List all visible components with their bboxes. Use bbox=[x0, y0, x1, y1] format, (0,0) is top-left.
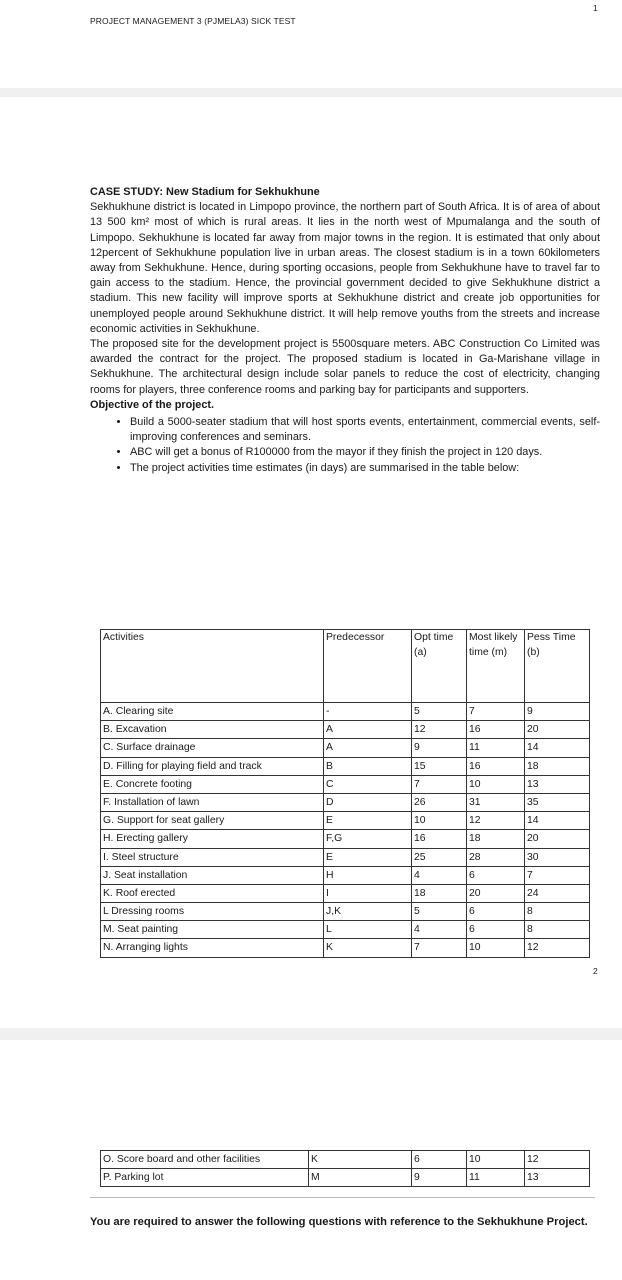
cell-activity: H. Erecting gallery bbox=[101, 830, 324, 848]
table-row bbox=[101, 830, 590, 848]
cell-activity: F. Installation of lawn bbox=[101, 793, 324, 811]
header-pess-time: Pess Time (b) bbox=[525, 630, 590, 703]
cell-predecessor: B bbox=[324, 757, 412, 775]
cell-most: 11 bbox=[467, 1169, 525, 1187]
header-opt-time: Opt time (a) bbox=[412, 630, 467, 703]
cell-most: 10 bbox=[467, 775, 525, 793]
cell-most: 6 bbox=[467, 866, 525, 884]
table-header-row bbox=[101, 630, 590, 703]
cell-opt: 4 bbox=[412, 866, 467, 884]
table-row bbox=[101, 921, 590, 939]
cell-most: 6 bbox=[467, 903, 525, 921]
cell-opt: 10 bbox=[412, 812, 467, 830]
cell-predecessor: C bbox=[324, 775, 412, 793]
cell-activity: P. Parking lot bbox=[101, 1169, 309, 1187]
cell-most: 12 bbox=[467, 812, 525, 830]
cell-opt: 9 bbox=[412, 739, 467, 757]
cell-pess: 8 bbox=[525, 903, 590, 921]
header-activities: Activities bbox=[101, 630, 324, 703]
cell-activity: M. Seat painting bbox=[101, 921, 324, 939]
cell-opt: 7 bbox=[412, 939, 467, 957]
cell-opt: 16 bbox=[412, 830, 467, 848]
cell-opt: 6 bbox=[412, 1151, 467, 1169]
cell-most: 16 bbox=[467, 757, 525, 775]
header-most-likely-time: Most likely time (m) bbox=[467, 630, 525, 703]
divider bbox=[90, 1197, 595, 1198]
cell-most: 28 bbox=[467, 848, 525, 866]
list-item: • ABC will get a bonus of R100000 from the mayor if they finish the project in 120 days. bbox=[130, 445, 600, 460]
table-row bbox=[101, 775, 590, 793]
table-row bbox=[101, 1169, 590, 1187]
table-row bbox=[101, 939, 590, 957]
cell-predecessor: E bbox=[324, 848, 412, 866]
cell-activity: E. Concrete footing bbox=[101, 775, 324, 793]
cell-predecessor: A bbox=[324, 739, 412, 757]
cell-pess: 13 bbox=[525, 1169, 590, 1187]
activity-table-continued bbox=[100, 1150, 590, 1187]
cell-predecessor: L bbox=[324, 921, 412, 939]
cell-predecessor: - bbox=[324, 703, 412, 721]
cell-opt: 15 bbox=[412, 757, 467, 775]
cell-predecessor: K bbox=[324, 939, 412, 957]
cell-pess: 18 bbox=[525, 757, 590, 775]
table-row bbox=[101, 703, 590, 721]
cell-predecessor: A bbox=[324, 721, 412, 739]
cell-most: 20 bbox=[467, 884, 525, 902]
cell-predecessor: F,G bbox=[324, 830, 412, 848]
table-row bbox=[101, 884, 590, 902]
cell-predecessor: E bbox=[324, 812, 412, 830]
case-study bbox=[90, 185, 600, 475]
cell-predecessor: M bbox=[309, 1169, 412, 1187]
cell-activity: J. Seat installation bbox=[101, 866, 324, 884]
table-row bbox=[101, 866, 590, 884]
cell-activity: L Dressing rooms bbox=[101, 903, 324, 921]
case-study-title: CASE STUDY: New Stadium for Sekhukhune bbox=[90, 186, 320, 198]
list-item: • Build a 5000-seater stadium that will host sports events, entertainment, commercial events, self-improving conferences and seminars. bbox=[130, 415, 600, 444]
cell-pess: 14 bbox=[525, 739, 590, 757]
cell-opt: 18 bbox=[412, 884, 467, 902]
cell-opt: 7 bbox=[412, 775, 467, 793]
cell-pess: 20 bbox=[525, 830, 590, 848]
table-row bbox=[101, 739, 590, 757]
case-study-paragraph-1: Sekhukhune district is located in Limpopo province, the northern part of South Africa. It is of area of about 13 500 km² most of which is rural areas. It lies in the north west of Mpumalanga and the south of Limpopo. Sekhukhune is located far away from major towns in the region. It is estimated that only about 12percent of Sekhukhune population live in urban areas. The closest stadium is in a town 60kilometers away from Sekhukhune. Hence, during sporting occasions, people from Sekhukhune have to travel far to gain access to the stadium. Hence, the provincial government decided to give Sekhukhune district a stadium. This new facility will improve sports at Sekhukhune district and create job opportunities for unemployed people around Sekhukhune district. It will help remove youths from the streets and increase economic activities in Sekhukhune. bbox=[90, 201, 600, 335]
cell-predecessor: D bbox=[324, 793, 412, 811]
cell-opt: 25 bbox=[412, 848, 467, 866]
cell-pess: 12 bbox=[525, 1151, 590, 1169]
table-row bbox=[101, 757, 590, 775]
cell-predecessor: K bbox=[309, 1151, 412, 1169]
table-row bbox=[101, 903, 590, 921]
table-row bbox=[101, 793, 590, 811]
document-header: PROJECT MANAGEMENT 3 (PJMELA3) SICK TEST bbox=[90, 16, 296, 26]
cell-activity: D. Filling for playing field and track bbox=[101, 757, 324, 775]
cell-most: 11 bbox=[467, 739, 525, 757]
cell-most: 7 bbox=[467, 703, 525, 721]
case-study-paragraph-2: The proposed site for the development project is 5500square meters. ABC Construction Co Limited was awarded the contract for the project. The proposed stadium is located in Ga-Marishane village in Sekhukhune. The architectural design include solar panels to reduce the cost of electricity, changing rooms for players, three conference rooms and parking bay for participants and supporters. bbox=[90, 338, 600, 396]
cell-pess: 14 bbox=[525, 812, 590, 830]
cell-activity: N. Arranging lights bbox=[101, 939, 324, 957]
cell-pess: 8 bbox=[525, 921, 590, 939]
activity-table bbox=[100, 629, 590, 958]
cell-activity: K. Roof erected bbox=[101, 884, 324, 902]
cell-pess: 7 bbox=[525, 866, 590, 884]
cell-activity: A. Clearing site bbox=[101, 703, 324, 721]
cell-activity: C. Surface drainage bbox=[101, 739, 324, 757]
page-number: 2 bbox=[593, 966, 598, 976]
cell-pess: 20 bbox=[525, 721, 590, 739]
table-row bbox=[101, 848, 590, 866]
cell-opt: 9 bbox=[412, 1169, 467, 1187]
cell-most: 31 bbox=[467, 793, 525, 811]
cell-activity: B. Excavation bbox=[101, 721, 324, 739]
cell-most: 6 bbox=[467, 921, 525, 939]
cell-pess: 24 bbox=[525, 884, 590, 902]
page-separator bbox=[0, 88, 622, 97]
cell-opt: 5 bbox=[412, 703, 467, 721]
cell-opt: 26 bbox=[412, 793, 467, 811]
cell-activity: I. Steel structure bbox=[101, 848, 324, 866]
cell-pess: 35 bbox=[525, 793, 590, 811]
page-number: 1 bbox=[593, 3, 598, 13]
cell-activity: O. Score board and other facilities bbox=[101, 1151, 309, 1169]
cell-most: 18 bbox=[467, 830, 525, 848]
list-item: • The project activities time estimates (in days) are summarised in the table below: bbox=[130, 461, 600, 476]
cell-opt: 12 bbox=[412, 721, 467, 739]
cell-pess: 12 bbox=[525, 939, 590, 957]
cell-activity: G. Support for seat gallery bbox=[101, 812, 324, 830]
cell-pess: 9 bbox=[525, 703, 590, 721]
objective-list bbox=[90, 415, 600, 475]
cell-predecessor: I bbox=[324, 884, 412, 902]
header-predecessor: Predecessor bbox=[324, 630, 412, 703]
table-row bbox=[101, 1151, 590, 1169]
cell-pess: 30 bbox=[525, 848, 590, 866]
cell-most: 10 bbox=[467, 939, 525, 957]
objective-heading: Objective of the project. bbox=[90, 398, 215, 411]
page-separator bbox=[0, 1028, 622, 1040]
cell-predecessor: H bbox=[324, 866, 412, 884]
table-row bbox=[101, 721, 590, 739]
cell-pess: 13 bbox=[525, 775, 590, 793]
instruction-text: You are required to answer the following questions with reference to the Sekhukhune Project. bbox=[90, 1216, 588, 1228]
cell-most: 16 bbox=[467, 721, 525, 739]
cell-opt: 4 bbox=[412, 921, 467, 939]
cell-opt: 5 bbox=[412, 903, 467, 921]
table-row bbox=[101, 812, 590, 830]
cell-predecessor: J,K bbox=[324, 903, 412, 921]
cell-most: 10 bbox=[467, 1151, 525, 1169]
